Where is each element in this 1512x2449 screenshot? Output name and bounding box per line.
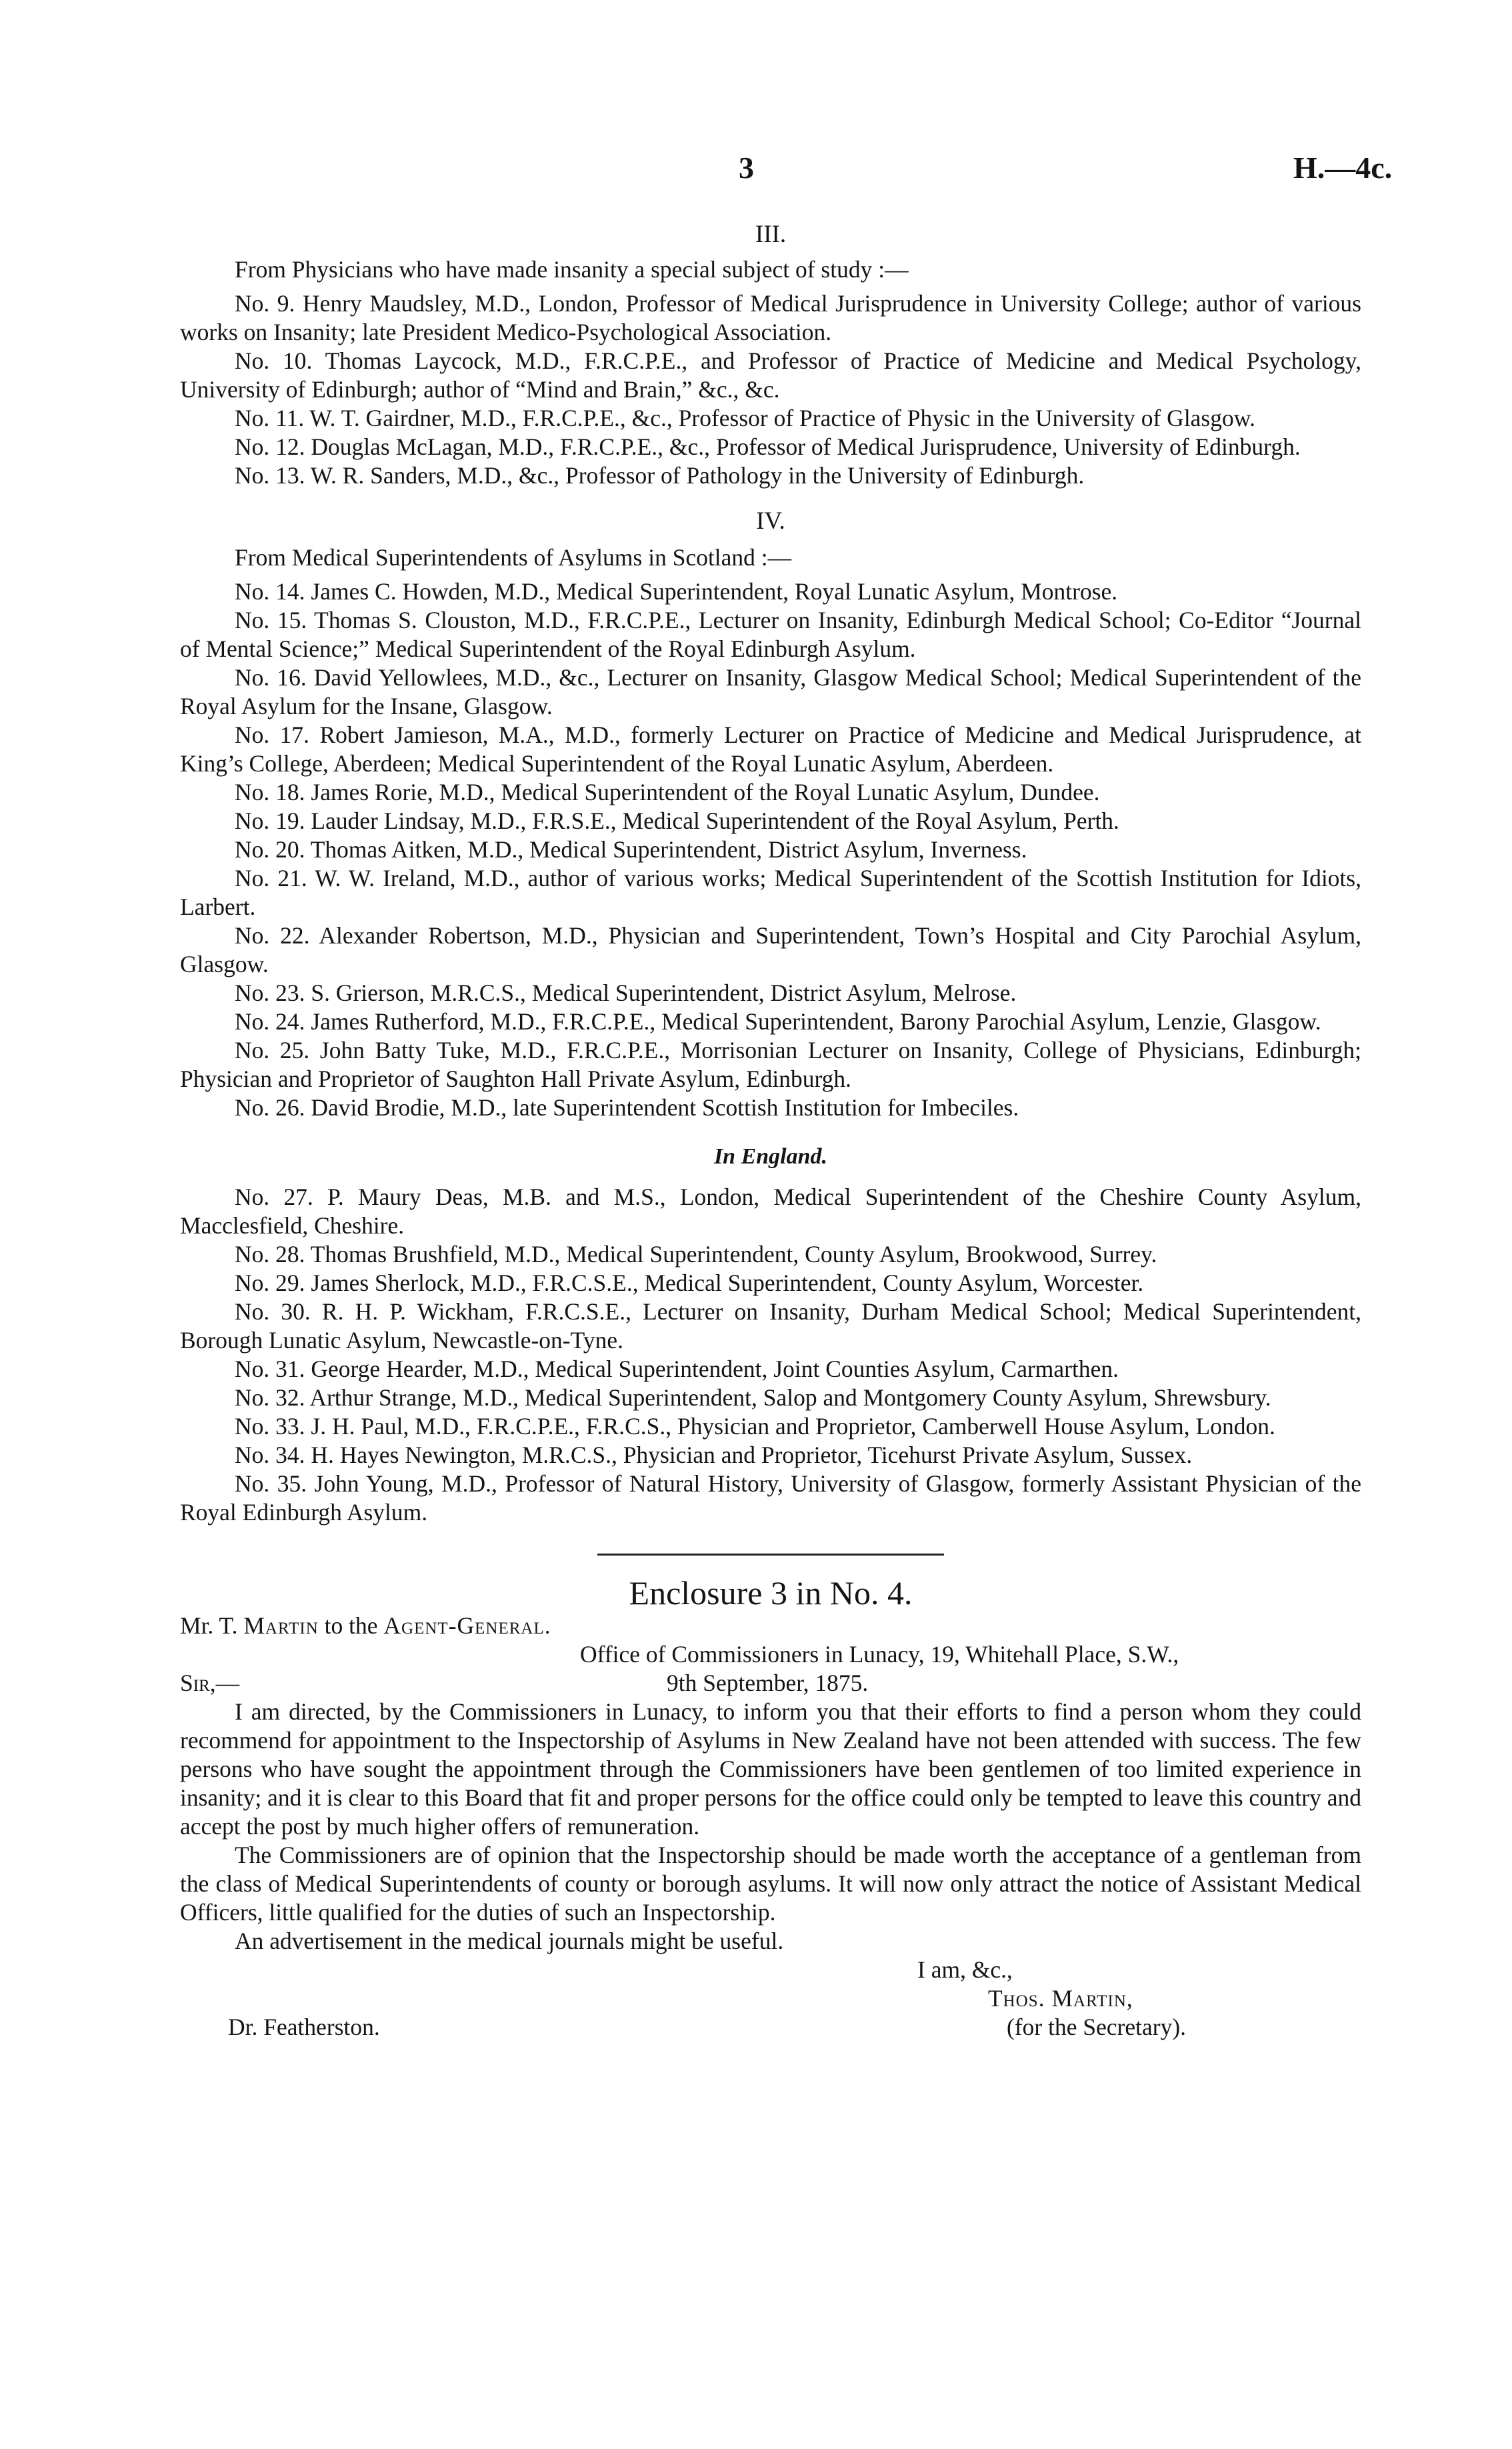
list-item: No. 13. W. R. Sanders, M.D., &c., Professor of Pathology in the University of Edinburgh. <box>235 462 1085 489</box>
salutation: Sir,— <box>180 1670 240 1696</box>
sender-address: Office of Commissioners in Lunacy, 19, Whitehall Place, S.W., <box>580 1641 1179 1668</box>
sender-prefix: Mr. T. <box>180 1612 238 1639</box>
list-item: No. 33. J. H. Paul, M.D., F.R.C.P.E., F.R.C.S., Physician and Proprietor, Camberwell House Asylum, London. <box>235 1413 1275 1440</box>
recipient-row <box>180 2013 1361 2042</box>
list-item: No. 14. James C. Howden, M.D., Medical Superintendent, Royal Lunatic Asylum, Montrose. <box>235 578 1118 605</box>
list-item: No. 16. David Yellowlees, M.D., &c., Lecturer on Insanity, Glasgow Medical School; Medical Superintendent of the Royal Asylum for the Insane, Glasgow. <box>180 664 1361 719</box>
section-heading-iii: III. <box>755 221 787 248</box>
list-item: No. 28. Thomas Brushfield, M.D., Medical Superintendent, County Asylum, Brookwood, Surrey. <box>235 1241 1157 1268</box>
sender-name: Martin <box>243 1612 319 1639</box>
list-item: No. 11. W. T. Gairdner, M.D., F.R.C.P.E., &c., Professor of Practice of Physic in the University of Glasgow. <box>235 405 1255 431</box>
page-content <box>180 220 1361 2042</box>
salutation-row <box>180 1669 1361 1698</box>
list-item: No. 18. James Rorie, M.D., Medical Superintendent of the Royal Lunatic Asylum, Dundee. <box>235 779 1100 805</box>
subsection-heading-england: In England. <box>713 1144 828 1169</box>
list-item: No. 15. Thomas S. Clouston, M.D., F.R.C.P.E., Lecturer on Insanity, Edinburgh Medical School; Co-Editor “Journal of Mental Science;” Medical Superintendent of the Royal Edinburgh Asylum. <box>180 607 1361 662</box>
list-item: No. 26. David Brodie, M.D., late Superintendent Scottish Institution for Imbeciles. <box>235 1094 1019 1121</box>
list-item: No. 12. Douglas McLagan, M.D., F.R.C.P.E., &c., Professor of Medical Jurisprudence, University of Edinburgh. <box>235 433 1301 460</box>
letter-to-word: to the <box>324 1612 378 1639</box>
section-heading-iv: IV. <box>756 507 785 535</box>
signature: Thos. Martin, <box>988 1985 1133 2012</box>
list-item: No. 10. Thomas Laycock, M.D., F.R.C.P.E., and Professor of Practice of Medicine and Medical Psychology, University of Edinburgh; author of “Mind and Brain,” &c., &c. <box>180 347 1361 403</box>
letter-header <box>180 1612 1361 1640</box>
list-item: No. 21. W. W. Ireland, M.D., author of various works; Medical Superintendent of the Scottish Institution for Idiots, Larbert. <box>180 865 1361 920</box>
section-intro: From Physicians who have made insanity a special subject of study :— <box>235 256 909 283</box>
list-item: No. 22. Alexander Robertson, M.D., Physician and Superintendent, Town’s Hospital and City Parochial Asylum, Glasgow. <box>180 922 1361 977</box>
letter-date: 9th September, 1875. <box>667 1670 869 1696</box>
page-number: 3 <box>739 151 754 185</box>
closing-row <box>180 1956 1361 1984</box>
recipient-title: Agent-General. <box>383 1612 551 1639</box>
enclosure-heading: Enclosure 3 in No. 4. <box>629 1574 913 1612</box>
letter-paragraph: An advertisement in the medical journals might be useful. <box>235 1928 784 1954</box>
list-item: No. 30. R. H. P. Wickham, F.R.C.S.E., Lecturer on Insanity, Durham Medical School; Medical Superintendent, Borough Lunatic Asylum, Newcastle-on-Tyne. <box>180 1298 1361 1354</box>
list-item: No. 31. George Hearder, M.D., Medical Superintendent, Joint Counties Asylum, Carmarthen. <box>235 1356 1119 1382</box>
list-item: No. 34. H. Hayes Newington, M.R.C.S., Physician and Proprietor, Ticehurst Private Asylum, Sussex. <box>235 1442 1193 1468</box>
list-item: No. 17. Robert Jamieson, M.A., M.D., formerly Lecturer on Practice of Medicine and Medical Jurisprudence, at King’s College, Aberdeen; Medical Superintendent of the Royal Lunatic Asylum, Aberdeen. <box>180 721 1361 777</box>
list-item: No. 25. John Batty Tuke, M.D., F.R.C.P.E., Morrisonian Lecturer on Insanity, College of Physicians, Edinburgh; Physician and Proprietor of Saughton Hall Private Asylum, Edinburgh. <box>180 1037 1361 1092</box>
document-reference: H.—4c. <box>1293 151 1393 185</box>
signature-title: (for the Secretary). <box>1007 2014 1187 2040</box>
closing-phrase: I am, &c., <box>917 1956 1013 1983</box>
section-intro: From Medical Superintendents of Asylums in Scotland :— <box>235 544 792 571</box>
letter-paragraph: The Commissioners are of opinion that the Inspectorship should be made worth the acceptance of a gentleman from the class of Medical Superintendents of county or borough asylums. It will now only attract the notice of Assistant Medical Officers, little qualified for the duties of such an Inspectorship. <box>180 1842 1361 1926</box>
signature-row <box>180 1984 1361 2013</box>
list-item: No. 35. John Young, M.D., Professor of Natural History, University of Glasgow, formerly Assistant Physician of the Royal Edinburgh Asylum. <box>180 1470 1361 1526</box>
list-item: No. 20. Thomas Aitken, M.D., Medical Superintendent, District Asylum, Inverness. <box>235 836 1027 863</box>
letter-paragraph: I am directed, by the Commissioners in Lunacy, to inform you that their efforts to find a person whom they could recommend for appointment to the Inspectorship of Asylums in New Zealand have not been attended with success. The few persons who have sought the appointment through the Commissioners have been gentlemen of too limited experience in insanity; and it is clear to this Board that fit and proper persons for the office could only be tempted to leave this country and accept the post by much higher offers of remuneration. <box>180 1698 1361 1840</box>
list-item: No. 23. S. Grierson, M.R.C.S., Medical Superintendent, District Asylum, Melrose. <box>235 979 1017 1006</box>
list-item: No. 9. Henry Maudsley, M.D., London, Professor of Medical Jurisprudence in University College; author of various works on Insanity; late President Medico-Psychological Association. <box>180 290 1361 345</box>
list-item: No. 32. Arthur Strange, M.D., Medical Superintendent, Salop and Montgomery County Asylum, Shrewsbury. <box>235 1384 1271 1411</box>
letter-recipient: Dr. Featherston. <box>228 2014 380 2040</box>
section-divider <box>597 1554 944 1556</box>
list-item: No. 29. James Sherlock, M.D., F.R.C.S.E., Medical Superintendent, County Asylum, Worcester. <box>235 1270 1144 1296</box>
list-item: No. 27. P. Maury Deas, M.B. and M.S., London, Medical Superintendent of the Cheshire County Asylum, Macclesfield, Cheshire. <box>180 1183 1361 1239</box>
list-item: No. 24. James Rutherford, M.D., F.R.C.P.E., Medical Superintendent, Barony Parochial Asylum, Lenzie, Glasgow. <box>235 1008 1321 1035</box>
list-item: No. 19. Lauder Lindsay, M.D., F.R.S.E., Medical Superintendent of the Royal Asylum, Perth. <box>235 807 1119 834</box>
page-header <box>0 150 1512 190</box>
